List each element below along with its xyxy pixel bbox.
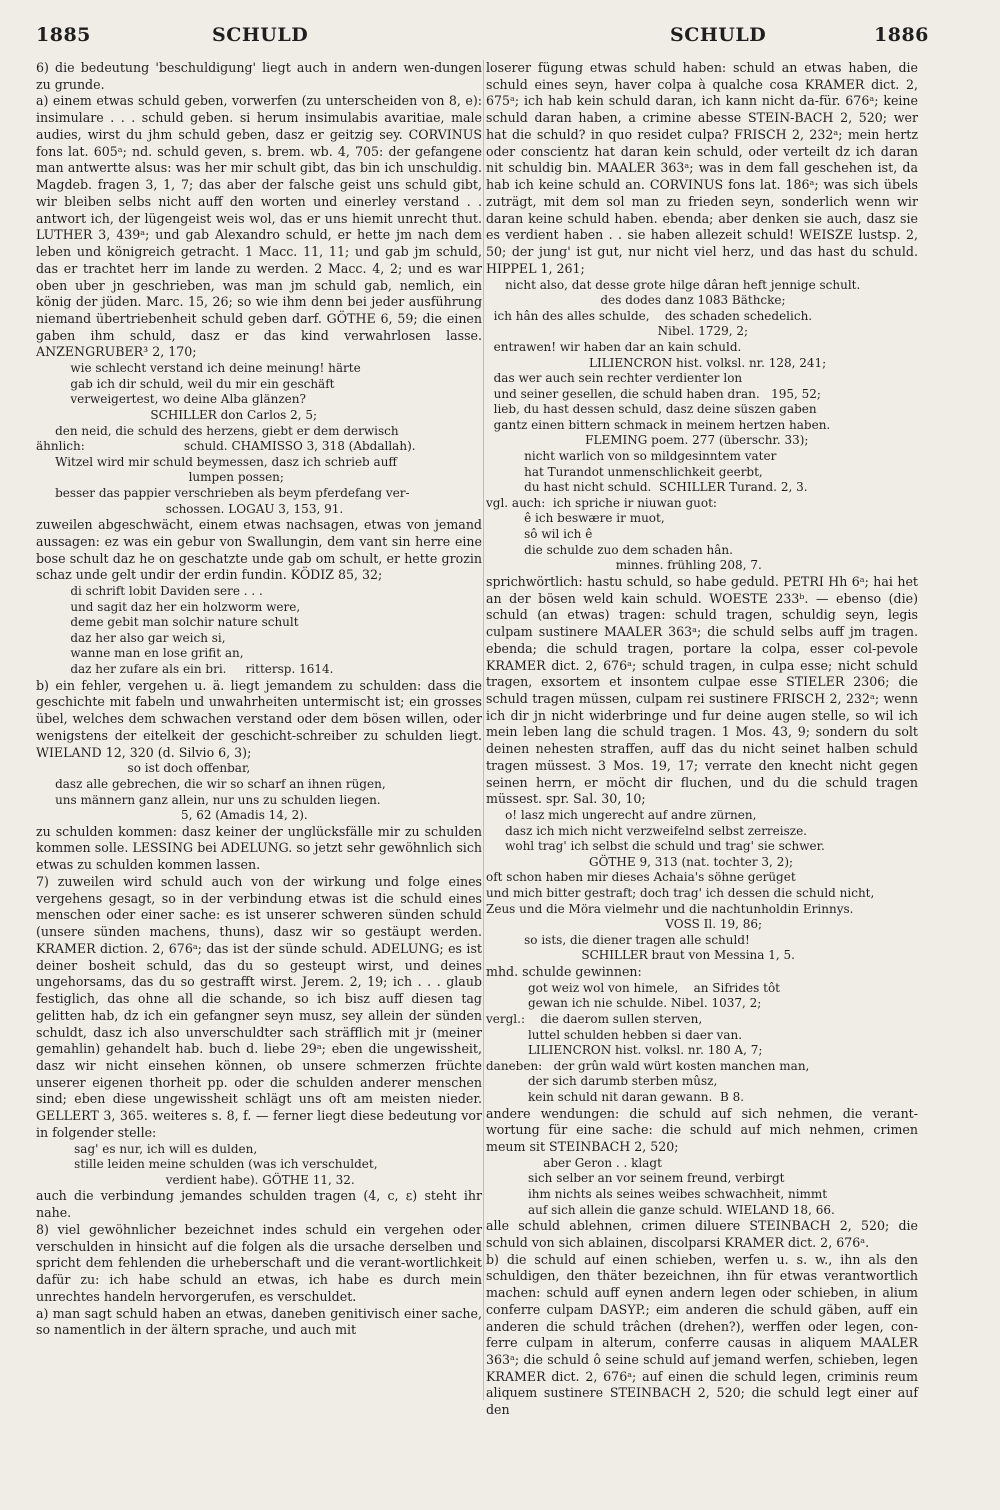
entry-paragraph: alle schuld ablehnen, crimen diluere STEINBACH 2, 520; die schuld von sich ablainen, discolparsi KRAMER dict. 2, 676ᵃ. [486, 1218, 918, 1250]
verse-quotation: sag' es nur, ich will es dulden, stille leiden meine schulden (was ich verschuldet, verdient habe). GÖTHE 11, 32. [74, 1141, 378, 1187]
verse-quotation: so ist doch offenbar, dasz alle gebrechen, die wir so scharf an ihnen rügen, uns männern ganz allein, nur uns zu schulden liegen. 5, 62 (Amadis 14, 2). [55, 761, 386, 823]
verse-quotation: lieb, du hast dessen schuld, dasz deine süszen gaben gantz einen bittern schmack in meinem hertzen haben. FLEMING poem. 277 (überschr. 33); [493, 402, 831, 448]
verse-quotation: got weiz wol von himele, an Sifrides tôt gewan ich nie schulde. Nibel. 1037, 2; [527, 980, 780, 1011]
verse-quotation: ich hân des alles schulde, des schaden schedelich. Nibel. 1729, 2; [493, 308, 813, 339]
verse-quotation: di schrift lobit Daviden sere . . . und sagit daz her ein holzworm were, deme gebit man solchir nature schult daz her also gar weich si, wanne man en lose grifit an, daz her zufare als ein bri. rittersp. 1614. [70, 584, 334, 677]
verse-quotation: nicht also, dat desse grote hilge dâran heft jennige schult. des dodes danz 1083 Bäthcke; [505, 277, 861, 308]
entry-paragraph: 8) viel gewöhnlicher bezeichnet indes schuld ein vergehen oder verschulden in hinsicht auf die folgen als die ursache derselben und spricht dem fehlenden die urheberschaft und die verant-wortlichkeit dafür zu: ich habe schuld an etwas, ich habe es durch mein unrechtes handeln hervorgerufen, es verschuldet. [36, 1221, 482, 1304]
verse-quotation: oft schon haben mir dieses Achaia's söhne gerüget und mich bitter gestraft; doch trag' ich dessen die schuld nicht, Zeus und die Möra vielmehr und die nachtunholdin Erinnys. VOSS Il. 19, 86; [486, 870, 875, 932]
verse-quotation: vergl.: die daerom sullen sterven, luttel schulden hebben si daer van. LILIENCRON hist. volksl. nr. 180 A, 7; [486, 1011, 763, 1058]
entry-paragraph: auch die verbindung jemandes schulden tragen (4, c, ε) steht ihr nahe. [36, 1188, 482, 1221]
entry-paragraph: andere wendungen: die schuld auf sich nehmen, die verant-wortung für eine sache: die schuld auf mich nehmen, crimen meum sit STEINBACH 2, 520; [486, 1105, 918, 1154]
verse-quotation: nicht warlich von so mildgesinntem vater hat Turandot unmenschlichkeit geerbt, du hast nicht schuld. SCHILLER Turand. 2, 3. [524, 449, 808, 495]
left-page-number: 1885 [36, 24, 91, 46]
verse-quotation: o! lasz mich ungerecht auf andre zürnen, dasz ich mich nicht verzweifelnd selbst zerreisze. wohl trag' ich selbst die schuld und trag' sie schwer. GÖTHE 9, 313 (nat. tochter 3, 2); [505, 808, 825, 869]
verse-quotation: das wer auch sein rechter verdienter lon und seiner gesellen, die schuld haben dran. 195, 52; [493, 371, 821, 401]
entry-paragraph: a) einem etwas schuld geben, vorwerfen (zu unterscheiden von 8, e): insimulare . . . schuld geben. si herum insimulabis avaritiae, male audies, wirst du jhm schuld geben, dasz er geitzig sey. CORVINUS fons lat. 605ᵃ; nd. schuld geven, s. brem. wb. 4, 705: der gefangene man antwertte alsus: was her mir schult gibt, das bin ich unschuldig. Magdeb. fragen 3, 1, 7; das aber der falsche geist uns schuld gibt, wir bleiben selbs nicht auff den worten und einerley verstand . . antwort ich, der lügengeist weis wol, das er uns hiemit unrecht thut. LUTHER 3, 439ᵃ; und gab Alexandro schuld, er hette jm nach dem leben und königreich getracht. 1 Macc. 11, 11; und gab jm schuld, das er trachtet herr im lande zu werden. 2 Macc. 4, 2; und es war oben uber jn geschrieben, was man jm schuld gab, nemlich, ein könig der jüden. Marc. 15, 26; so wie ihm denn bei jeder ausführung niemand übertriebenheit schuld geben darf. GÖTHE 6, 59; die einen gaben ihm schuld, dasz er das kind verwahrlosen lasse. ANZENGRUBER³ 2, 170; [36, 93, 482, 360]
entry-paragraph: mhd. schulde gewinnen: [486, 964, 642, 980]
entry-paragraph: a) man sagt schuld haben an etwas, daneben genitivisch einer sache, so namentlich in der ältern sprache, und auch mit [36, 1305, 482, 1338]
entry-paragraph: zuweilen abgeschwächt, einem etwas nachsagen, etwas von jemand aussagen: ez was ein gebur von Swallungin, dem vant sin herre eine bose schult daz he on geschatzte unde gab om schult, er hette grozin schaz unde gelt undir der erdin fundin. KÖDIZ 85, 32; [36, 517, 482, 583]
entry-paragraph: b) ein fehler, vergehen u. ä. liegt jemandem zu schulden: dass die geschichte mit fabeln und unwahrheiten untermischt ist; ein grosses übel, welches dem schwachen verstand oder dem bösen willen, oder wenigstens der eitelkeit der geschicht-schreiber zu schulden liegt. WIELAND 12, 320 (d. Silvio 6, 3); [36, 677, 482, 760]
verse-quotation: vgl. auch: ich spriche ir niuwan guot: ê ich beswære ir muot, sô wil ich ê die schulde zuo dem schaden hân. minnes. frühling 208, 7. [486, 495, 762, 573]
left-column [36, 60, 482, 1339]
entry-paragraph: 7) zuweilen wird schuld auch von der wirkung und folge eines vergehens gesagt, so in der verbindung etwas ist die schuld eines menschen oder einer sache: es ist unserer schweren sünden schuld (unsere sünden machens, thuns), dasz wir so gestäupt werden. KRAMER diction. 2, 676ᵃ; das ist der sünde schuld. ADELUNG; es ist deiner bosheit schuld, das du so gesteupt wirst, und deines ungehorsams, das du so gestrafft wirst. Jerem. 2, 19; ich . . . glaub festiglich, das ohne all die schande, so ich bisz auff diesen tag gelitten hab, dz ich ein gefangner seyn musz, sey allein der sünden schuldt, dasz ich also unverschuldter sach sträfflich mit jr (meiner gemahlin) gehandelt hab. buch d. liebe 29ᵃ; eben die ungewissheit, dasz wir nicht einsehen können, ob unsere schmerzen früchte unserer eigenen thorheit pp. oder die schulden anderer menschen sind; eben diese ungewissheit schlägt uns oft am meisten nieder. GELLERT 3, 365. weiteres s. 8, f. — ferner liegt diese bedeutung vor in folgender stelle: [36, 873, 482, 1140]
verse-quotation: so ists, die diener tragen alle schuld! SCHILLER braut von Messina 1, 5. [524, 932, 795, 963]
verse-quotation: daneben: der grûn wald würt kosten manchen man, der sich darumb sterben mûsz, kein schuld nit daran gewann. B 8. [486, 1058, 810, 1104]
verse-quotation: aber Geron . . klagt sich selber an vor seinem freund, verbirgt ihm nichts als seines weibes schwachheit, nimmt auf sich allein die ganze schuld. WIELAND 18, 66. [527, 1155, 835, 1217]
right-column [486, 60, 918, 1419]
verse-quotation: Witzel wird mir schuld beymessen, dasz ich schrieb auff lumpen possen; besser das pappier verschrieben als beym pferdefang ver- schossen. LOGAU 3, 153, 91. [55, 454, 410, 516]
entry-paragraph: loserer fügung etwas schuld haben: schuld an etwas haben, die schuld eines seyn, haver colpa à qualche cosa KRAMER dict. 2, 675ᵃ; ich hab kein schuld daran, ich kann nicht da-für. 676ᵃ; keine schuld daran haben, a crimine abesse STEIN-BACH 2, 520; wer hat die schuld? in quo residet culpa? FRISCH 2, 232ᵃ; mein hertz oder conscientz hat daran kein schuld, oder verteilt dz ich daran nit schuldig bin. MAALER 363ᵃ; was in dem fall geschehen ist, da hab ich keine schuld an. CORVINUS fons lat. 186ᵃ; was sich übels zuträgt, mit dem sol man zu frieden seyn, sonderlich wenn wir daran keine schuld haben. ebenda; aber denken sie auch, dasz sie es verdient haben . . sie haben allezeit schuld! WEISZE lustsp. 2, 50; der jung' ist gut, nur nicht viel herz, und das hast du schuld. HIPPEL 1, 261; [486, 60, 918, 276]
right-headword: SCHULD [670, 24, 767, 46]
column-divider [483, 60, 484, 1400]
entry-paragraph: b) die schuld auf einen schieben, werfen u. s. w., ihn als den schuldigen, den thäter bezeichnen, ihn für etwas verantwortlich machen: schuld auff eynen andern legen oder schieben, in alium conferre culpam DASYP.; eim anderen die schuld gäben, auff ein anderen die schuld trâchen (drehen?), werffen oder legen, con-ferre culpam in alterum, conferre causas in aliquem MAALER 363ᵃ; die schuld ô seine schuld auf jemand werfen, schieben, legen KRAMER dict. 2, 676ᵃ; auf einen die schuld legen, criminis reum aliquem sustinere STEINBACH 2, 520; die schuld legt einer auf den [486, 1251, 918, 1418]
entry-paragraph: zu schulden kommen: dasz keiner der unglücksfälle mir zu schulden kommen solle. LESSING bei ADELUNG. so jetzt sehr gewöhnlich sich etwas zu schulden kommen lassen. [36, 823, 482, 873]
verse-quotation: entrawen! wir haben dar an kain schuld. LILIENCRON hist. volksl. nr. 128, 241; [493, 339, 827, 370]
right-page-number: 1886 [874, 24, 929, 46]
entry-paragraph: 6) die bedeutung 'beschuldigung' liegt auch in andern wen-dungen zu grunde. [36, 60, 482, 92]
verse-quotation: den neid, die schuld des herzens, giebt er dem derwisch ähnlich: schuld. CHAMISSO 3, 318 (Abdallah). [36, 423, 416, 454]
verse-quotation: wie schlecht verstand ich deine meinung! härte gab ich dir schuld, weil du mir ein geschäft verweigertest, wo deine Alba glänzen? SCHILLER don Carlos 2, 5; [70, 361, 361, 422]
left-headword: SCHULD [212, 24, 309, 46]
entry-paragraph: sprichwörtlich: hastu schuld, so habe geduld. PETRI Hh 6ᵃ; hai het an der bösen weld kain schuld. WOESTE 233ᵇ. — ebenso (die) schuld (an etwas) tragen: schuld tragen, schuldig seyn, legis culpam sustinere MAALER 363ᵃ; die schuld selbs auff jm tragen. ebenda; die schuld tragen, portare la colpa, esser col-pevole KRAMER dict. 2, 676ᵃ; schuld tragen, in culpa esse; nicht schuld tragen, exsortem et insontem culpae esse STIELER 2306; die schuld tragen müssen, culpam rei sustinere FRISCH 2, 232ᵃ; wenn ich dir jn nicht widerbringe und fur deine augen stelle, so wil ich mein leben lang die schuld tragen. 1 Mos. 43, 9; sondern du solt deinen nehesten straffen, auff das du nicht seinet halben schuld tragen müssest. 3 Mos. 19, 17; verrate den knecht nicht gegen seinen herrn, er möcht dir fluchen, und du die schuld tragen müssest. spr. Sal. 30, 10; [486, 573, 918, 807]
